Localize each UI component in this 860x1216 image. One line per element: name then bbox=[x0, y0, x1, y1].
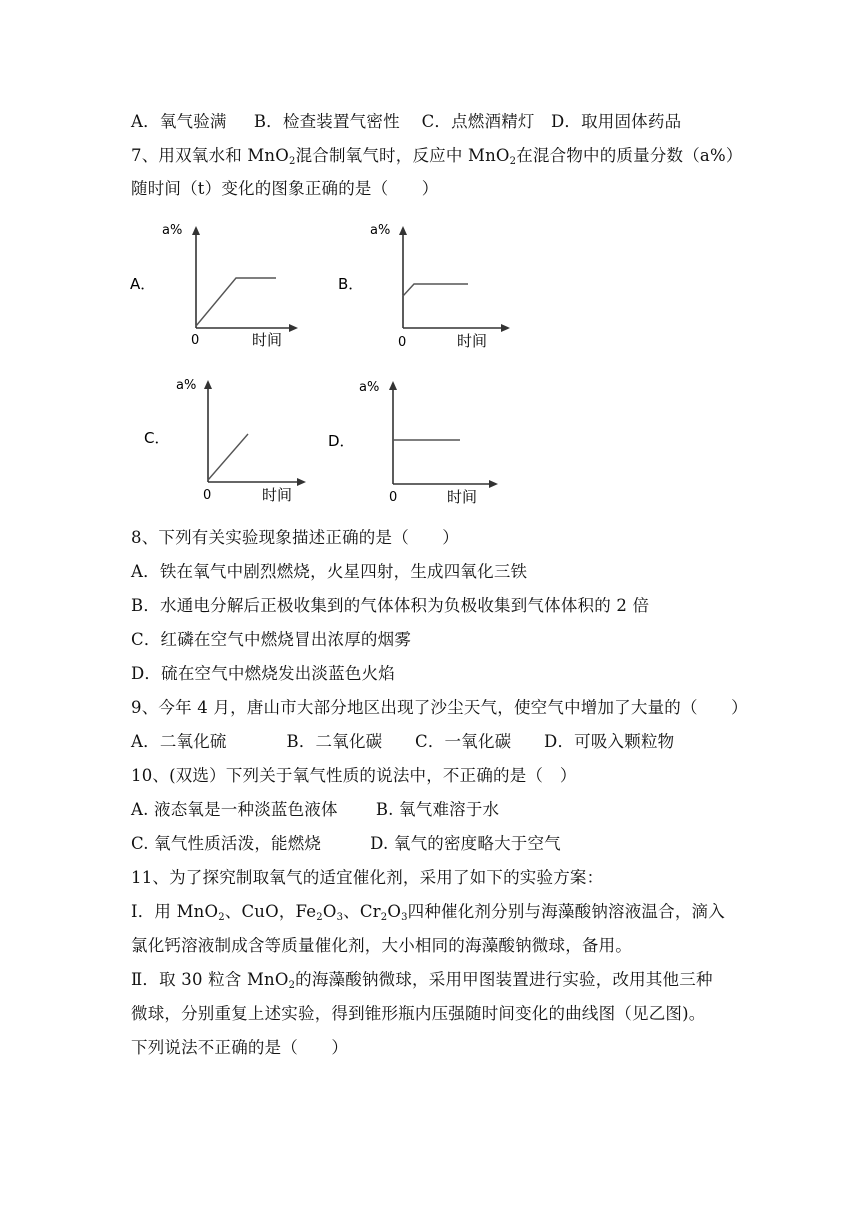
q10-option-d: D. 氧气的密度略大于空气 bbox=[370, 834, 561, 853]
q8-stem: 8、下列有关实验现象描述正确的是（ ） bbox=[131, 528, 459, 547]
graph-d-option-label: D． bbox=[328, 432, 355, 450]
q10-stem: 10、(双选）下列关于氧气性质的说法中，不正确的是（ ） bbox=[131, 766, 577, 785]
graph-b-option-label: B． bbox=[338, 275, 364, 293]
graph-c-curve bbox=[208, 434, 248, 480]
q11-step-ii-line2: 微球，分别重复上述实验，得到锥形瓶内压强随时间变化的曲线图（见乙图)。 bbox=[131, 1004, 706, 1023]
q10-options-row1 bbox=[131, 799, 499, 821]
q7-graph-b bbox=[336, 218, 516, 353]
graph-c-ylabel: a% bbox=[176, 378, 197, 393]
q7-graph-c bbox=[140, 373, 320, 508]
q9-option-b: B．二氧化碳 bbox=[286, 732, 383, 751]
q8-option-b: B．水通电分解后正极收集到的气体体积为负极收集到气体体积的 2 倍 bbox=[131, 596, 650, 615]
q7-graph-d bbox=[326, 373, 506, 508]
q8-option-c: C．红磷在空气中燃烧冒出浓厚的烟雾 bbox=[131, 630, 412, 649]
q11-step-i-line1: Ⅰ．用 MnO$_2$、CuO，$Fe_2O_3$、$Cr_2O_3$四种催化剂分别与海藻酸钠溶液温合，滴入 bbox=[131, 902, 725, 923]
q8-option-a: A．铁在氧气中剧烈燃烧，火星四射，生成四氧化三铁 bbox=[131, 562, 528, 581]
q10-option-c: C. 氧气性质活泼，能燃烧 bbox=[131, 834, 322, 853]
q6-options-row bbox=[131, 111, 681, 133]
q7-stem-line2: 随时间（t）变化的图象正确的是（ ） bbox=[131, 179, 439, 198]
q7-graph-a bbox=[128, 218, 308, 353]
q6-option-a: A．氧气验满 bbox=[131, 112, 227, 131]
q9-options-row bbox=[131, 731, 674, 753]
graph-a-xlabel: 时间 bbox=[252, 331, 283, 349]
q9-stem: 9、今年 4 月，唐山市大部分地区出现了沙尘天气，使空气中增加了大量的（ ） bbox=[131, 698, 748, 717]
q11-stem: 11、为了探究制取氧气的适宜催化剂，采用了如下的实验方案： bbox=[131, 868, 604, 887]
q9-option-a: A．二氧化硫 bbox=[131, 732, 227, 751]
graph-a-ylabel: a% bbox=[162, 223, 183, 238]
q9-option-d: D．可吸入颗粒物 bbox=[544, 732, 675, 751]
q7-stem-line1: 7、用双氧水和 MnO$_2$混合制氧气时，反应中 MnO$_2$在混合物中的质量分数（a%） bbox=[131, 146, 743, 167]
graph-d-origin: 0 bbox=[389, 490, 398, 505]
graph-d-xlabel: 时间 bbox=[447, 488, 478, 506]
graph-b-origin: 0 bbox=[398, 335, 407, 350]
q6-option-b: B．检查装置气密性 bbox=[253, 112, 400, 131]
q10-options-row2 bbox=[131, 833, 561, 855]
q10-option-a: A. 液态氧是一种淡蓝色液体 bbox=[131, 800, 338, 819]
graph-b-xlabel: 时间 bbox=[457, 332, 488, 350]
q9-option-c: C．一氧化碳 bbox=[415, 732, 512, 751]
q6-option-c: C．点燃酒精灯 bbox=[421, 112, 535, 131]
graph-a-origin: 0 bbox=[191, 333, 200, 348]
q11-step-ii-line1: Ⅱ．取 30 粒含 MnO$_2$的海藻酸钠微球，采用甲图装置进行实验，改用其他三种 bbox=[131, 970, 713, 991]
graph-c-xlabel: 时间 bbox=[262, 486, 293, 504]
q10-option-b: B. 氧气难溶于水 bbox=[375, 800, 500, 819]
q11-question: 下列说法不正确的是（ ） bbox=[131, 1038, 349, 1057]
graph-b-ylabel: a% bbox=[370, 223, 391, 238]
graph-b-curve bbox=[403, 284, 468, 296]
q8-option-d: D．硫在空气中燃烧发出淡蓝色火焰 bbox=[131, 664, 395, 683]
graph-a-curve bbox=[196, 278, 276, 326]
graph-c-option-label: C． bbox=[144, 429, 170, 447]
graph-a-option-label: A． bbox=[130, 275, 156, 293]
q11-step-i-line2: 氯化钙溶液制成含等质量催化剂，大小相同的海藻酸钠微球，备用。 bbox=[131, 936, 632, 955]
graph-d-ylabel: a% bbox=[359, 380, 380, 395]
q6-option-d: D．取用固体药品 bbox=[550, 112, 682, 131]
graph-c-origin: 0 bbox=[203, 488, 212, 503]
